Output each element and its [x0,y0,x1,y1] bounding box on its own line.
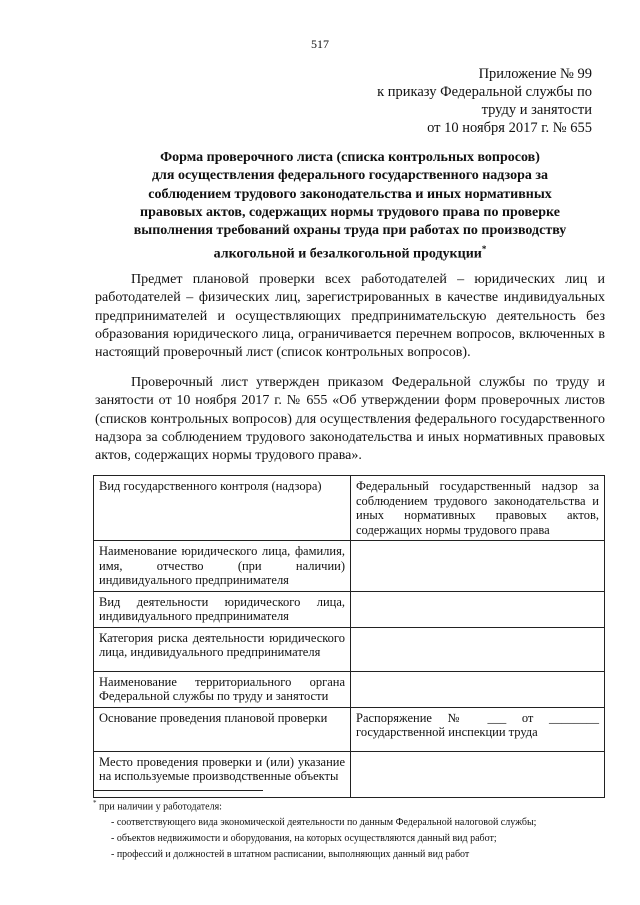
table-cell-value: Распоряжение № ___ от ________ государственной инспекции труда [351,707,605,751]
table-cell-value [351,541,605,592]
table-cell-label: Вид деятельности юридического лица, индивидуального предпринимателя [94,591,351,627]
title-line: для осуществления федерального государственного надзора за [151,168,549,184]
table-cell-value [351,591,605,627]
footnote-item: - профессий и должностей в штатном расписании, выполняющих данный вид работ [111,849,470,861]
table-cell-label: Категория риска деятельности юридического лица, индивидуального предпринимателя [94,627,351,671]
title-line: соблюдением трудового законодательства и иных нормативных [148,186,552,202]
footnotes [93,795,613,863]
appendix-header [377,65,592,137]
footnote-divider [93,790,263,791]
table-cell-label: Место проведения проверки и (или) указание на используемые производственные объекты [94,751,351,797]
title-line: выполнения требований охраны труда при работах по производству [133,223,567,239]
table-cell-label: Наименование территориального органа Федеральной службы по труду и занятости [94,671,351,707]
table-cell-value [351,671,605,707]
table-cell-value [351,751,605,797]
table-cell-value [351,627,605,671]
table-cell-label: Основание проведения плановой проверки [94,707,351,751]
footnote-item: - объектов недвижимости и оборудования, на которых осуществляются данный вид работ; [111,833,497,845]
footnote-item: - соответствующего вида экономической деятельности по данным Федеральной налоговой службы; [111,817,537,829]
title-line [90,240,610,264]
table-row [94,671,605,707]
form-title [90,149,610,264]
table-cell-label: Наименование юридического лица, фамилия, имя, отчество (при наличии) индивидуального предпринимателя [94,541,351,592]
footnote-mark: * [93,799,97,807]
appendix-line: труду и занятости [481,102,592,118]
footnote-intro [93,795,613,815]
page-number: 517 [311,37,329,51]
table-row [94,707,605,751]
table-row [94,627,605,671]
paragraph-subject: Предмет плановой проверки всех работодателей – юридических лиц и работодателей – физических лиц, зарегистрированных в качестве индивидуальных предпринимателей и осуществляющих предпринимательскую деятельность без образования юридического лица, ограничивается перечнем вопросов, включенных в настоящий проверочный лист (список контрольных вопросов). [95,272,605,361]
table-cell-value: Федеральный государственный надзор за соблюдением трудового законодательства и иных нормативных правовых актов, содержащих нормы трудового права [351,476,605,541]
appendix-line: от 10 ноября 2017 г. № 655 [427,120,592,136]
appendix-line: к приказу Федеральной службы по [377,84,592,100]
appendix-line: Приложение № 99 [478,66,592,82]
table-row [94,541,605,592]
paragraph-approval: Проверочный лист утвержден приказом Федеральной службы по труду и занятости от 10 ноября 2017 г. № 655 «Об утверждении форм проверочных листов (списков контрольных вопросов) для осуществления федерального государственного надзора за соблюдением трудового законодательства и иных нормативных правовых актов, содержащих нормы трудового права». [95,375,605,464]
footnote-mark: * [481,244,487,255]
footnote-intro-text: при наличии у работодателя: [99,801,222,813]
table-cell-label: Вид государственного контроля (надзора) [94,476,351,541]
title-line-text: алкогольной и безалкогольной продукции [213,247,482,263]
table-row [94,591,605,627]
table-row [94,476,605,541]
title-line: Форма проверочного листа (списка контрольных вопросов) [160,150,540,165]
checklist-table [93,475,605,798]
title-line: правовых актов, содержащих нормы трудового права по проверке [140,204,560,220]
